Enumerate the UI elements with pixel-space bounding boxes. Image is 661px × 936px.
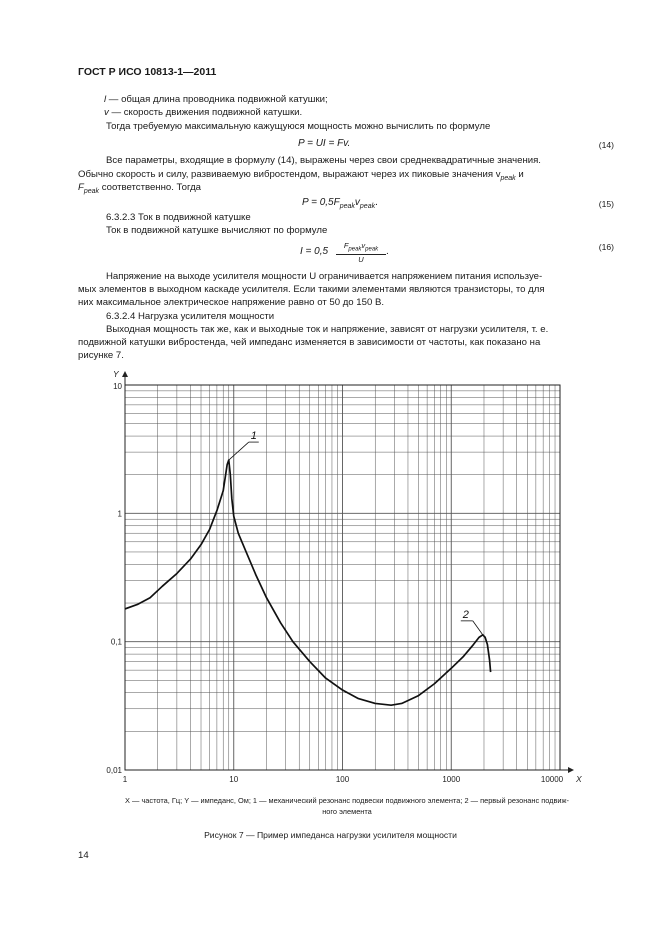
formula-text: I = 0,5 — [300, 246, 329, 257]
x-axis-label: X — [576, 774, 582, 784]
chart-series — [125, 460, 491, 705]
y-tick-label: 1 — [117, 509, 122, 519]
equation-number-16: (16) — [598, 242, 614, 252]
figure-caption: Рисунок 7 — Пример импеданса нагрузки усилителя мощности — [204, 830, 457, 840]
subscript: peak — [348, 246, 362, 253]
formula-text: P = 0,5F — [302, 197, 340, 208]
x-axis-arrow — [568, 767, 574, 773]
paragraph-voltage-line1: Напряжение на выходе усилителя мощности U ограничивается напряжением питания используе- — [106, 271, 543, 282]
paragraph-voltage-line3: них максимальное электрическое напряжение равно от 50 до 150 В. — [78, 297, 385, 308]
formula-text: P = UI = Fv. — [298, 138, 351, 149]
text: Обычно скорость и силу, развиваемую вибростендом, выражают через их пиковые значения v — [78, 169, 501, 180]
formula-16-fraction — [336, 241, 386, 264]
impedance-curve — [125, 460, 491, 705]
y-tick-label: 10 — [113, 382, 122, 391]
chart-ticks — [106, 369, 582, 784]
definition-text: — скорость движения подвижной катушки. — [108, 107, 303, 118]
formula-14 — [298, 138, 350, 149]
y-axis-arrow — [122, 371, 128, 377]
annotation-leader — [229, 442, 249, 460]
subscript: peak — [339, 203, 355, 210]
symbol: v — [361, 241, 366, 250]
paragraph-rms-line1: Все параметры, входящие в формулу (14), выражены через свои среднеквадратичные значения. — [106, 155, 541, 166]
text: и — [515, 169, 524, 180]
impedance-chart — [80, 365, 600, 790]
formula-16 — [300, 246, 328, 257]
formula-16-end: . — [386, 246, 389, 257]
x-tick-label: 100 — [335, 775, 350, 784]
paragraph-load-line1: Выходная мощность так же, как и выходные ток и напряжение, зависят от нагрузки усилителя, т. е. — [106, 324, 549, 335]
y-tick-label: 0,1 — [110, 637, 122, 647]
y-axis-label: Y — [113, 369, 119, 379]
symbol: U — [358, 254, 364, 264]
equation-number-14: (14) — [598, 140, 614, 150]
chart-annotations — [229, 430, 483, 635]
annotation-label: 1 — [250, 430, 257, 443]
paragraph-power: Тогда требуемую максимальную кажущуюся мощность можно вычислить по формуле — [106, 121, 491, 132]
symbol: v — [354, 197, 360, 208]
equation-number-15: (15) — [598, 199, 614, 209]
subscript: peak — [359, 203, 376, 210]
figure-legend — [78, 795, 616, 817]
annotation-leader — [473, 621, 483, 635]
symbol: F — [78, 182, 84, 193]
document-header: ГОСТ Р ИСО 10813-1—2011 — [78, 66, 217, 78]
definition-symbol: v — [104, 107, 109, 118]
fraction-denominator — [336, 255, 386, 264]
legend-line2: ного элемента — [322, 807, 372, 816]
fraction-numerator — [336, 241, 386, 255]
y-tick-label: 0,01 — [106, 766, 122, 775]
text: . — [375, 197, 378, 208]
section-heading-load: 6.3.2.4 Нагрузка усилителя мощности — [106, 311, 275, 322]
page-number: 14 — [78, 850, 89, 861]
paragraph-load-line3: рисунке 7. — [78, 350, 124, 361]
definition-symbol: l — [104, 94, 107, 105]
chart-grid — [122, 371, 574, 773]
subscript: peak — [365, 246, 379, 253]
definition-l — [104, 94, 328, 106]
x-tick-label: 10000 — [540, 775, 564, 784]
annotation-label: 2 — [462, 608, 469, 621]
paragraph-load-line2: подвижной катушки вибростенда, чей импеданс изменяется в зависимости от частоты, как показано на — [78, 337, 541, 348]
legend-line1: X — частота, Гц; Y — импеданс, Ом; 1 — механический резонанс подвески подвижного элемента; 2 — первый резонанс подвиж- — [125, 796, 569, 805]
subscript: peak — [500, 174, 516, 182]
paragraph-voltage-line2: мых элементов в выходном каскаде усилителя. Если такими элементами являются транзисторы, то для — [78, 284, 545, 295]
x-tick-label: 1000 — [442, 775, 461, 784]
section-heading-current: 6.3.2.3 Ток в подвижной катушке — [106, 212, 251, 223]
subscript: peak — [83, 187, 100, 195]
paragraph-rms-line3 — [78, 182, 201, 198]
text: соответственно. Тогда — [99, 182, 202, 193]
definition-v — [104, 107, 302, 119]
formula-15 — [302, 197, 378, 210]
paragraph-current: Ток в подвижной катушке вычисляют по формуле — [106, 225, 328, 236]
x-tick-label: 1 — [122, 775, 128, 784]
x-tick-label: 10 — [229, 775, 239, 784]
symbol: F — [343, 241, 349, 250]
definition-text: — общая длина проводника подвижной катушки; — [106, 94, 328, 105]
